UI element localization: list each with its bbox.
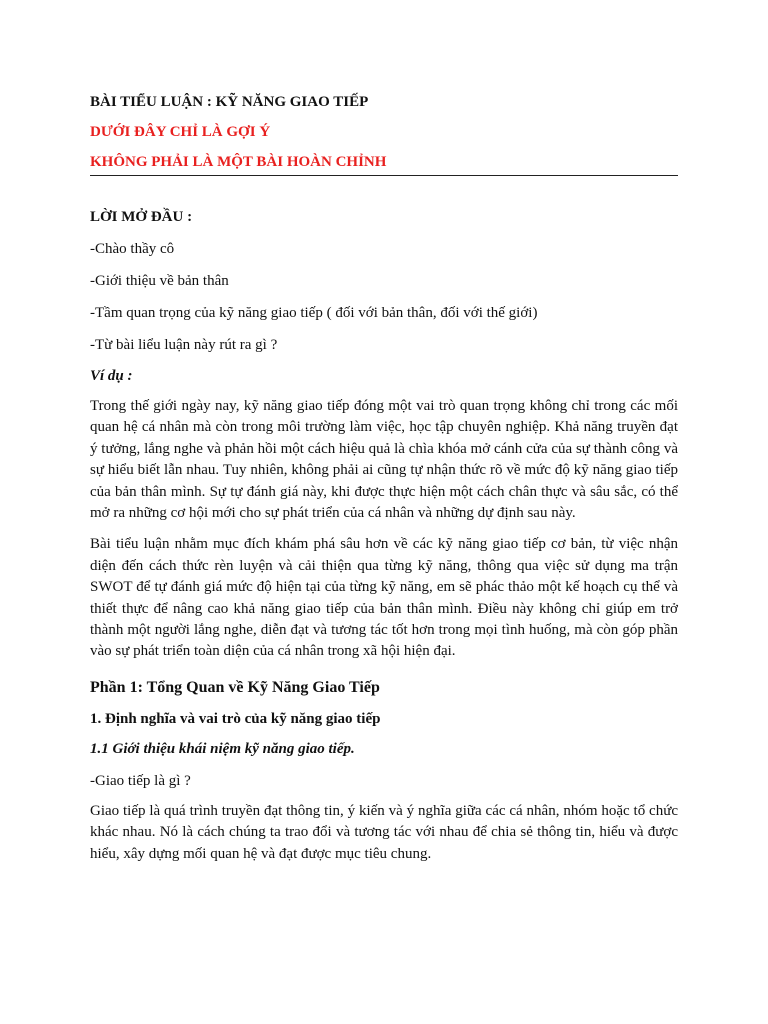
document-title: BÀI TIỂU LUẬN : KỸ NĂNG GIAO TIẾP: [90, 94, 369, 110]
document-page: [90, 92, 678, 865]
subsection-1-1-heading: 1.1 Giới thiệu khái niệm kỹ năng giao tiếp.: [90, 740, 355, 757]
title-block: [90, 92, 678, 172]
note-line-1: DƯỚI ĐÂY CHỈ LÀ GỢI Ý: [90, 124, 271, 140]
intro-item-takeaway: -Từ bài liểu luận này rút ra gì ?: [90, 337, 278, 353]
title-divider: [90, 175, 678, 176]
intro-item-importance: -Tầm quan trọng của kỹ năng giao tiếp ( đối với bản thân, đối với thế giới): [90, 305, 538, 321]
note-line-2: KHÔNG PHẢI LÀ MỘT BÀI HOÀN CHỈNH: [90, 154, 387, 170]
intro-paragraph-2: Bài tiểu luận nhằm mục đích khám phá sâu hơn về các kỹ năng giao tiếp cơ bản, từ việc nhận diện đến cách thức rèn luyện và cải thiện qua từng kỹ năng, thông qua việc sử dụng ma trận SWOT để tự đánh giá mức độ hiện tại của từng kỹ năng, em sẽ phác thảo một kế hoạch cụ thể và thiết thực để nâng cao khả năng giao tiếp của bản thân mình. Điều này không chỉ giúp em trở thành một người lắng nghe, diễn đạt và tương tác tốt hơn trong mọi tình huống, mà còn góp phần vào sự phát triển toàn diện của cá nhân trong xã hội hiện đại.: [90, 536, 678, 660]
intro-heading: LỜI MỞ ĐẦU :: [90, 209, 193, 225]
intro-item-self-introduction: -Giới thiệu về bản thân: [90, 273, 229, 289]
part1-heading: Phần 1: Tổng Quan về Kỹ Năng Giao Tiếp: [90, 678, 380, 696]
section-1-heading: 1. Định nghĩa và vai trò của kỹ năng giao tiếp: [90, 710, 381, 727]
example-label: Ví dụ :: [90, 368, 133, 384]
communication-definition-paragraph: Giao tiếp là quá trình truyền đạt thông tin, ý kiến và ý nghĩa giữa các cá nhân, nhóm hoặc tổ chức khác nhau. Nó là cách chúng ta trao đổi và tương tác với nhau để chia sẻ thông tin, hiểu và được hiểu, xây dựng mối quan hệ và đạt được mục tiêu chung.: [90, 802, 678, 862]
intro-item-greeting: -Chào thầy cô: [90, 241, 175, 257]
intro-paragraph-1: Trong thế giới ngày nay, kỹ năng giao tiếp đóng một vai trò quan trọng không chỉ trong các mối quan hệ cá nhân mà còn trong môi trường làm việc, học tập chuyên nghiệp. Khả năng truyền đạt ý tưởng, lắng nghe và phản hồi một cách hiệu quả là chìa khóa mở cánh cửa của sự thành công và sự hiểu biết lẫn nhau. Tuy nhiên, không phải ai cũng tự nhận thức rõ về mức độ kỹ năng giao tiếp của bản thân mình. Sự tự đánh giá này, khi được thực hiện một cách chân thực và sâu sắc, có thể mở ra những cơ hội mới cho sự phát triển của cá nhân và những dự định sau này.: [90, 398, 678, 522]
question-what-is-communication: -Giao tiếp là gì ?: [90, 772, 191, 789]
